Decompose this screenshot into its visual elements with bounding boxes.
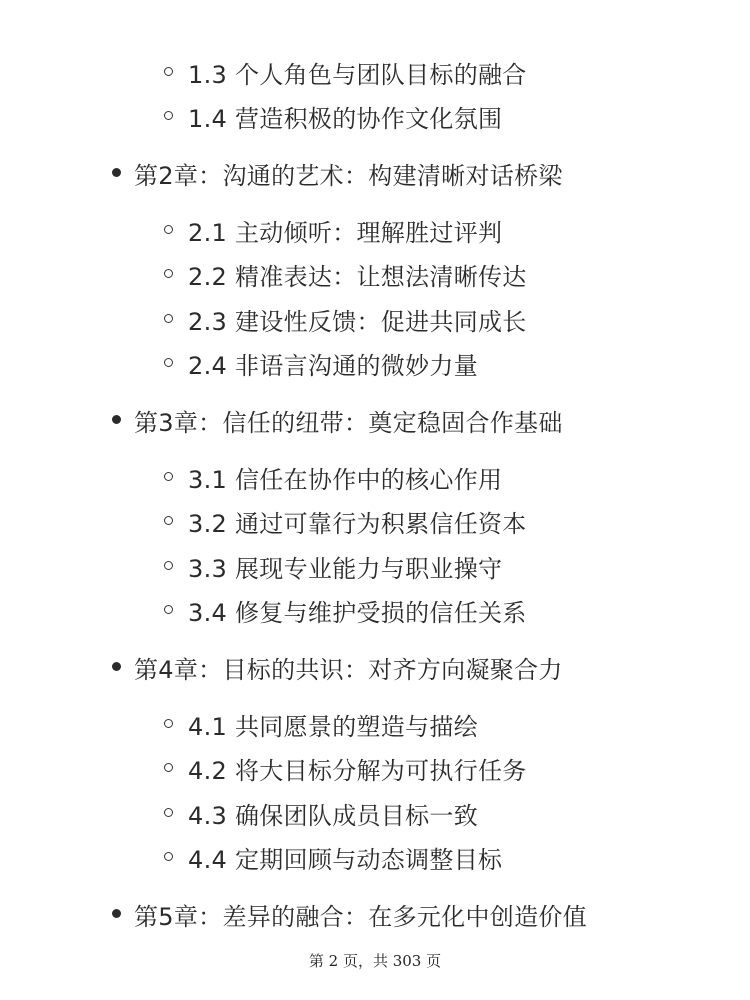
toc-subsection-label: 2.4 非语言沟通的微妙力量	[188, 352, 478, 380]
toc-subsection-label: 4.4 定期回顾与动态调整目标	[188, 846, 503, 874]
toc-subsection	[0, 792, 750, 832]
toc-subsection	[0, 545, 750, 585]
toc-chapter	[0, 152, 750, 192]
toc-chapter	[0, 893, 750, 933]
toc-subsection	[0, 298, 750, 338]
toc-subsection-label: 3.3 展现专业能力与职业操守	[188, 555, 503, 583]
toc-chapter	[0, 399, 750, 439]
toc-subsection	[0, 456, 750, 496]
toc-subsection-label: 3.1 信任在协作中的核心作用	[188, 466, 503, 494]
toc-subsection-label: 2.3 建设性反馈：促进共同成长	[188, 308, 527, 336]
hollow-bullet-icon	[164, 808, 173, 817]
hollow-bullet-icon	[164, 225, 173, 234]
toc-subsection	[0, 51, 750, 91]
toc-chapter-label: 第5章：差异的融合：在多元化中创造价值	[134, 903, 587, 931]
toc-subsection-label: 1.4 营造积极的协作文化氛围	[188, 105, 503, 133]
hollow-bullet-icon	[164, 472, 173, 481]
toc-chapter-label: 第2章：沟通的艺术：构建清晰对话桥梁	[134, 162, 563, 190]
filled-bullet-icon	[112, 662, 121, 671]
filled-bullet-icon	[112, 415, 121, 424]
toc-chapter	[0, 646, 750, 686]
toc-subsection	[0, 95, 750, 135]
hollow-bullet-icon	[164, 561, 173, 570]
hollow-bullet-icon	[164, 763, 173, 772]
toc-subsection-label: 2.2 精准表达：让想法清晰传达	[188, 263, 527, 291]
hollow-bullet-icon	[164, 111, 173, 120]
hollow-bullet-icon	[164, 605, 173, 614]
toc-subsection-label: 4.3 确保团队成员目标一致	[188, 802, 478, 830]
hollow-bullet-icon	[164, 719, 173, 728]
toc-chapter-label: 第4章：目标的共识：对齐方向凝聚合力	[134, 656, 563, 684]
toc-subsection	[0, 342, 750, 382]
hollow-bullet-icon	[164, 516, 173, 525]
toc-subsection	[0, 703, 750, 743]
toc-subsection	[0, 836, 750, 876]
hollow-bullet-icon	[164, 67, 173, 76]
toc-subsection	[0, 500, 750, 540]
hollow-bullet-icon	[164, 358, 173, 367]
toc-subsection-label: 3.2 通过可靠行为积累信任资本	[188, 510, 527, 538]
toc-subsection	[0, 747, 750, 787]
toc-subsection-label: 3.4 修复与维护受损的信任关系	[188, 599, 527, 627]
toc-subsection-label: 4.2 将大目标分解为可执行任务	[188, 757, 527, 785]
toc-subsection	[0, 209, 750, 249]
toc-subsection-label: 2.1 主动倾听：理解胜过评判	[188, 219, 503, 247]
toc-subsection-label: 4.1 共同愿景的塑造与描绘	[188, 713, 478, 741]
hollow-bullet-icon	[164, 269, 173, 278]
toc-subsection	[0, 253, 750, 293]
toc-chapter-label: 第3章：信任的纽带：奠定稳固合作基础	[134, 409, 563, 437]
toc-subsection	[0, 589, 750, 629]
hollow-bullet-icon	[164, 852, 173, 861]
filled-bullet-icon	[112, 909, 121, 918]
toc-subsection-label: 1.3 个人角色与团队目标的融合	[188, 61, 527, 89]
hollow-bullet-icon	[164, 314, 173, 323]
page-number: 第 2 页，共 303 页	[308, 952, 442, 970]
filled-bullet-icon	[112, 168, 121, 177]
